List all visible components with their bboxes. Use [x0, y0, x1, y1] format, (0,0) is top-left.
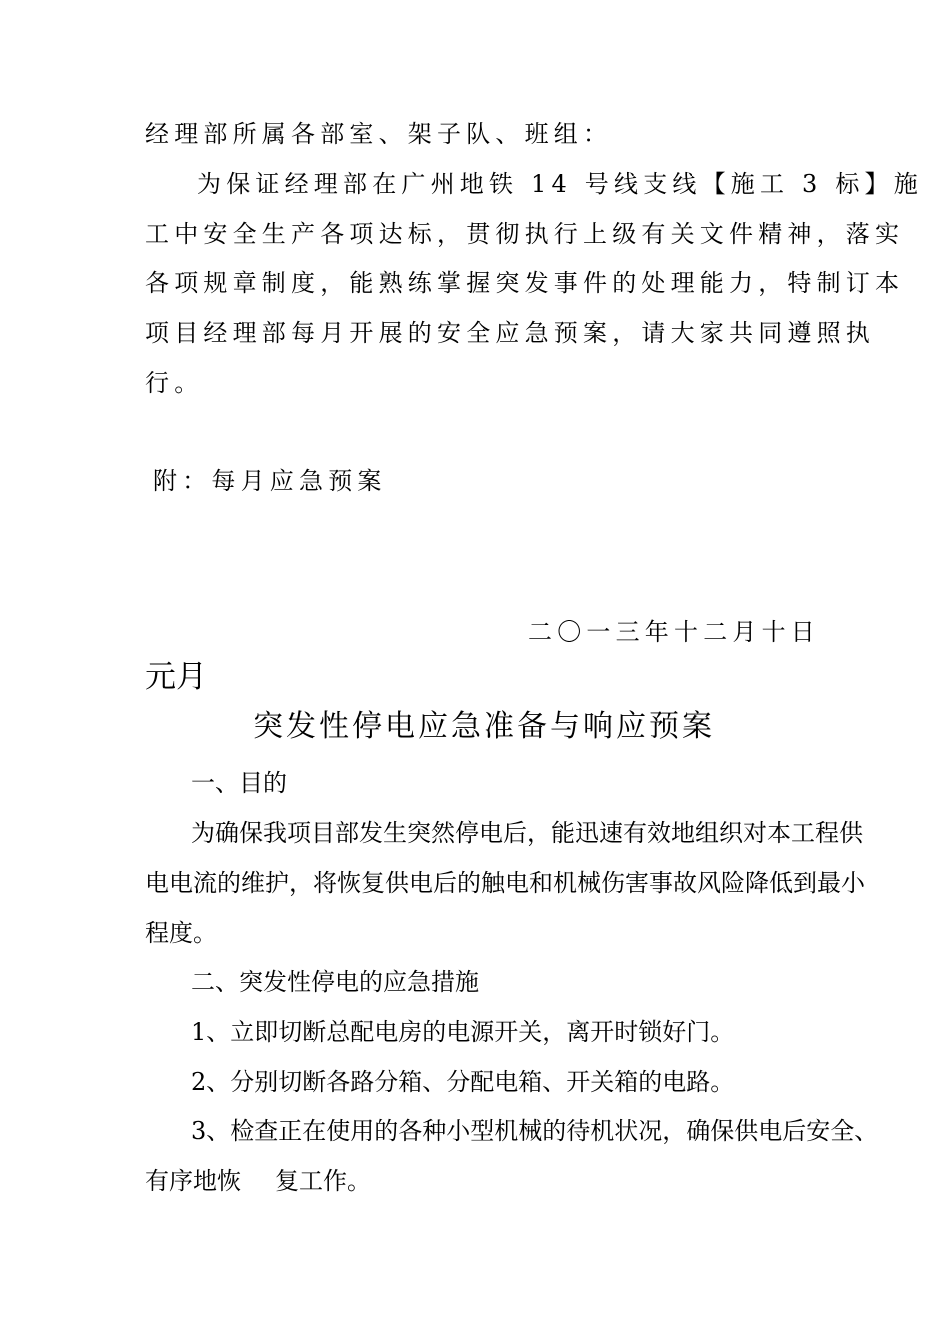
measure-item-3-line-2: [145, 1166, 371, 1196]
measure-item-1: 1、立即切断总配电房的电源开关，离开时锁好门。: [191, 1018, 735, 1046]
notice-date: 二〇一三年十二月十日: [528, 618, 820, 646]
plan-title: 突发性停电应急准备与响应预案: [253, 709, 715, 744]
measure-item-2: 2、分别切断各路分箱、分配电箱、开关箱的电路。: [191, 1068, 735, 1096]
section-1-line-2: 电电流的维护，将恢复供电后的触电和机械伤害事故风险降低到最小: [145, 869, 865, 897]
salutation: 经理部所属各部室、架子队、班组：: [145, 120, 613, 148]
measure-item-3-part-a: 有序地恢: [145, 1167, 241, 1195]
body-line-2: 工中安全生产各项达标，贯彻执行上级有关文件精神，落实: [145, 220, 905, 248]
section-1-heading: 一、目的: [191, 769, 287, 797]
body-line-5: 行。: [145, 369, 204, 397]
body-line-1: 为保证经理部在广州地铁 14 号线支线【施工 3 标】施: [197, 170, 923, 198]
section-1-line-1: 为确保我项目部发生突然停电后，能迅速有效地组织对本工程供: [191, 819, 863, 847]
attachment-note: 附：每月应急预案: [153, 467, 387, 495]
body-line-3: 各项规章制度，能熟练掌握突发事件的处理能力，特制订本: [145, 269, 905, 297]
measure-item-3-line-1: 3、检查正在使用的各种小型机械的待机状况，确保供电后安全、: [191, 1117, 879, 1145]
section-2-heading: 二、突发性停电的应急措施: [191, 968, 479, 996]
month-label: 元月: [145, 659, 207, 695]
body-line-4: 项目经理部每月开展的安全应急预案，请大家共同遵照执: [145, 319, 875, 347]
measure-item-3-part-b: 复工作。: [275, 1167, 371, 1195]
section-1-line-3: 程度。: [145, 919, 217, 947]
